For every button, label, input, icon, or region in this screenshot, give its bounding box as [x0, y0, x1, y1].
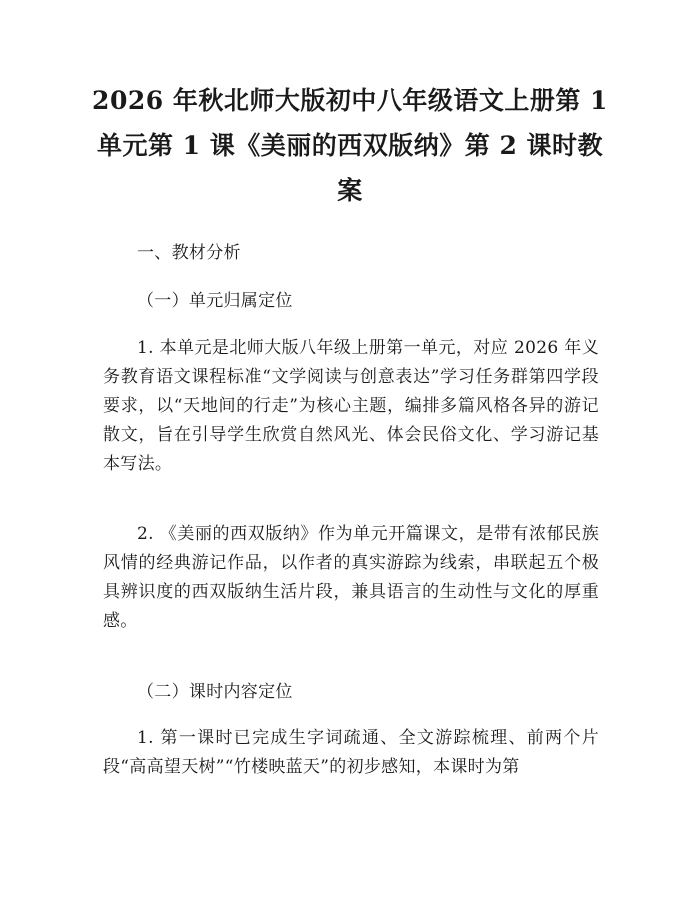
subsection-heading: （一）单元归属定位 — [137, 291, 293, 311]
paragraph: 1. 本单元是北师大版八年级上册第一单元，对应 2026 年义务教育语文课程标准“文学阅读与创意表达”学习任务群第四学段要求，以“天地间的行走”为核心主题，编排多篇风格各异的游记散文，旨在引导学生欣赏自然风光、体会民俗文化、学习游记基本写法。 — [103, 338, 599, 474]
section-heading: 一、教材分析 — [137, 243, 241, 263]
document-title: 2026 年秋北师大版初中八年级语文上册第 1 单元第 1 课《美丽的西双版纳》第 2 课时教案 — [92, 86, 608, 205]
paragraph: 2. 《美丽的西双版纳》作为单元开篇课文，是带有浓郁民族风情的经典游记作品，以作者的真实游踪为线索，串联起五个极具辨识度的西双版纳生活片段，兼具语言的生动性与文化的厚重感。 — [103, 524, 599, 631]
paragraph: 1. 第一课时已完成生字词疏通、全文游踪梳理、前两个片段“高高望天树”“竹楼映蓝天”的初步感知，本课时为第 — [103, 728, 599, 777]
subsection-heading: （二）课时内容定位 — [137, 682, 293, 702]
